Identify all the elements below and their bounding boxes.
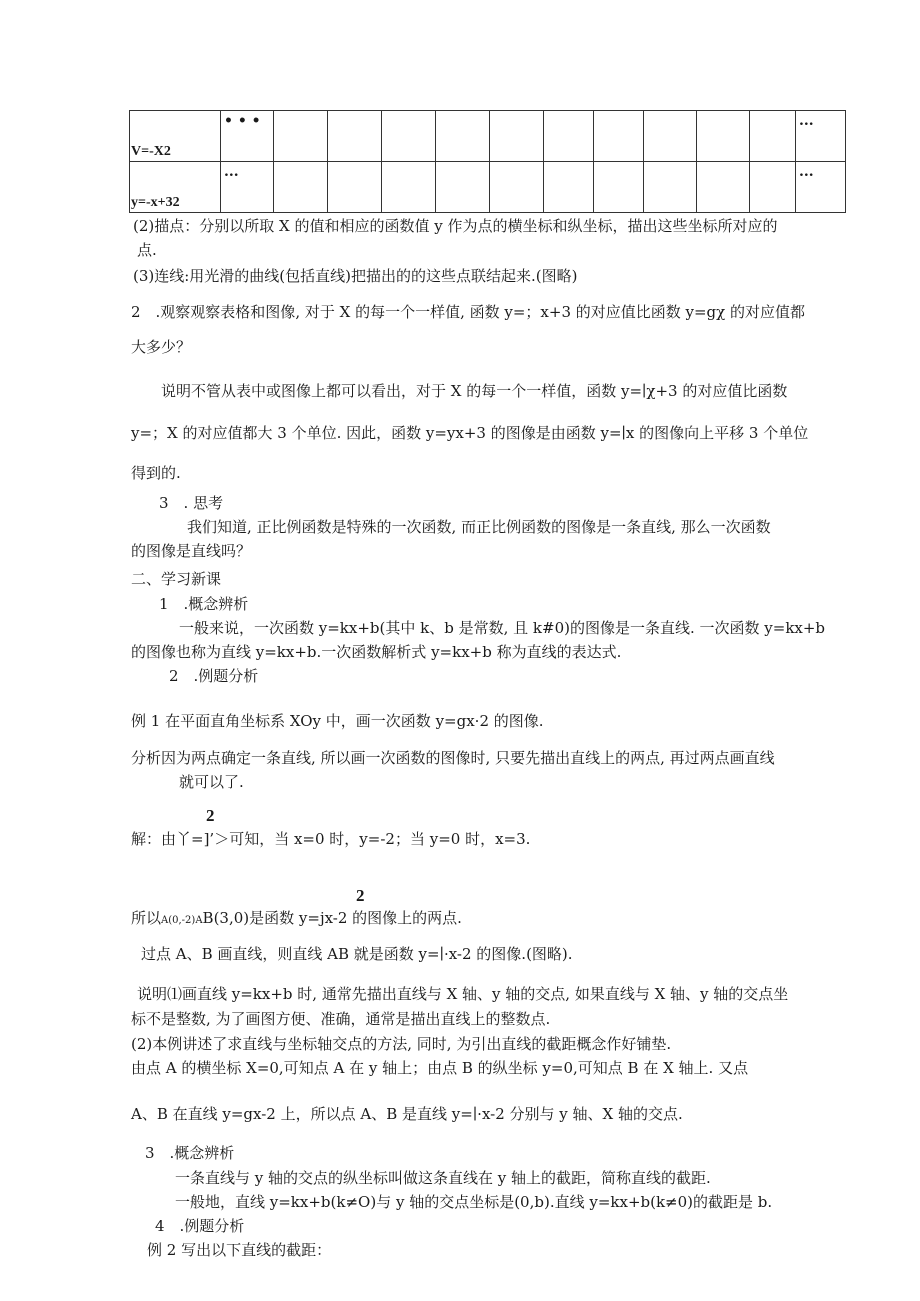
table-cell [221,111,274,162]
row-label: V=-X2 [131,144,171,159]
paragraph-line: (2)本例讲述了求直线与坐标轴交点的方法, 同时, 为引出直线的截距概念作好铺垫. [131,1035,672,1053]
table-cell [796,111,846,162]
ellipsis-cell: • • • [224,113,261,129]
table-cell [697,162,750,213]
paragraph-line: 说明不管从表中或图像上都可以看出，对于 X 的每一个一样值，函数 y=∣χ+3 的对应值比函数 [161,382,788,400]
table-cell [544,162,594,213]
table-cell [382,111,436,162]
table-cell [750,162,796,213]
table-cell [436,111,490,162]
table-row [130,111,846,162]
section-heading: 1 .概念辨析 [159,595,249,613]
value-table [129,110,846,213]
table-cell [274,111,328,162]
paragraph-line: y=；X 的对应值都大 3 个单位. 因此，函数 y=yx+3 的图像是由函数 y=∣x 的图像向上平移 3 个单位 [131,424,809,442]
table-cell [544,111,594,162]
ellipsis-cell: ... [799,164,814,180]
table-cell [490,162,544,213]
table-row [130,162,846,213]
section-heading: 3 .概念辨析 [145,1144,235,1162]
paragraph-line: 的图像也称为直线 y=kx+b.一次函数解析式 y=kx+b 称为直线的表达式. [131,643,622,661]
paragraph-line: 由点 A 的横坐标 X=0,可知点 A 在 y 轴上；由点 B 的纵坐标 y=0,可知点 B 在 X 轴上. 又点 [131,1059,749,1077]
paragraph-line: 一条直线与 y 轴的交点的纵坐标叫做这条直线在 y 轴上的截距，简称直线的截距. [175,1169,711,1187]
ellipsis-cell: ... [224,164,239,180]
table-cell [382,162,436,213]
paragraph-line: 2 .观察观察表格和图像, 对于 X 的每一个一样值, 函数 y=；x+3 的对应值比函数 y=gχ 的对应值都 [131,303,806,321]
table-cell [130,162,221,213]
table-cell [644,111,697,162]
paragraph-line: 就可以了. [179,773,244,791]
paragraph-line: 点. [137,241,157,259]
paragraph-line: 我们知道, 正比例函数是特殊的一次函数, 而正比例函数的图像是一条直线, 那么一次函数 [187,518,771,536]
table-cell [697,111,750,162]
section-heading: 二、学习新课 [131,570,222,588]
ellipsis-cell: ... [799,113,814,129]
row-label: y=-x+32 [131,195,180,210]
paragraph-line [131,909,462,930]
table-cell [750,111,796,162]
table-cell [594,111,644,162]
table-cell [644,162,697,213]
text-span: 所以 [131,909,162,927]
section-heading: 4 .例题分析 [155,1217,245,1235]
table-cell [594,162,644,213]
paragraph-line: 例 1 在平面直角坐标系 XOy 中，画一次函数 y=gx·2 的图像. [131,712,544,730]
table-cell [328,162,382,213]
paragraph-line: 标不是整数, 为了画图方便、准确，通常是描出直线上的整数点. [131,1010,551,1028]
paragraph-line: 解：由丫=]’＞可知，当 x=0 时，y=-2；当 y=0 时，x=3. [131,830,531,848]
text-span: B(3,0)是函数 y=jx-2 的图像上的两点. [202,909,462,927]
fraction-numerator: 2 [356,886,365,905]
paragraph-line: 得到的. [131,464,181,482]
table-cell [221,162,274,213]
paragraph-line: 例 2 写出以下直线的截距： [147,1241,332,1259]
section-heading: 3 . 思考 [159,494,224,512]
paragraph-line: (2)描点：分别以所取 X 的值和相应的函数值 y 作为点的横坐标和纵坐标，描出这些坐标所对应的 [133,217,778,235]
paragraph-line: 的图像是直线吗？ [131,542,252,560]
paragraph-line: 分析因为两点确定一条直线, 所以画一次函数的图像时, 只要先描出直线上的两点, 再过两点画直线 [131,749,775,767]
table-cell [490,111,544,162]
paragraph-line: 一般来说，一次函数 y=kx+b(其中 k、b 是常数, 且 k#0)的图像是一条直线. 一次函数 y=kx+b [179,619,826,637]
paragraph-line: 过点 A、B 画直线，则直线 AB 就是函数 y=∣·x-2 的图像.(图略). [141,945,573,963]
paragraph-line: 大多少？ [131,338,192,356]
table-cell [436,162,490,213]
table-cell [796,162,846,213]
table-cell [130,111,221,162]
fraction-numerator: 2 [206,806,215,825]
section-heading: 2 .例题分析 [169,667,259,685]
paragraph-line: 一般地，直线 y=kx+b(k≠O)与 y 轴的交点坐标是(0,b).直线 y=kx+b(k≠0)的截距是 b. [175,1193,773,1211]
paragraph-line: A、B 在直线 y=gx-2 上，所以点 A、B 是直线 y=∣·x-2 分别与 y 轴、X 轴的交点. [131,1105,683,1123]
table-cell [328,111,382,162]
table-cell [274,162,328,213]
text-span: A(0,-2)A [161,915,203,926]
paragraph-line: 说明⑴画直线 y=kx+b 时, 通常先描出直线与 X 轴、y 轴的交点, 如果直线与 X 轴、y 轴的交点坐 [137,985,789,1003]
paragraph-line: (3)连线:用光滑的曲线(包括直线)把描出的的这些点联结起来.(图略) [133,267,578,285]
